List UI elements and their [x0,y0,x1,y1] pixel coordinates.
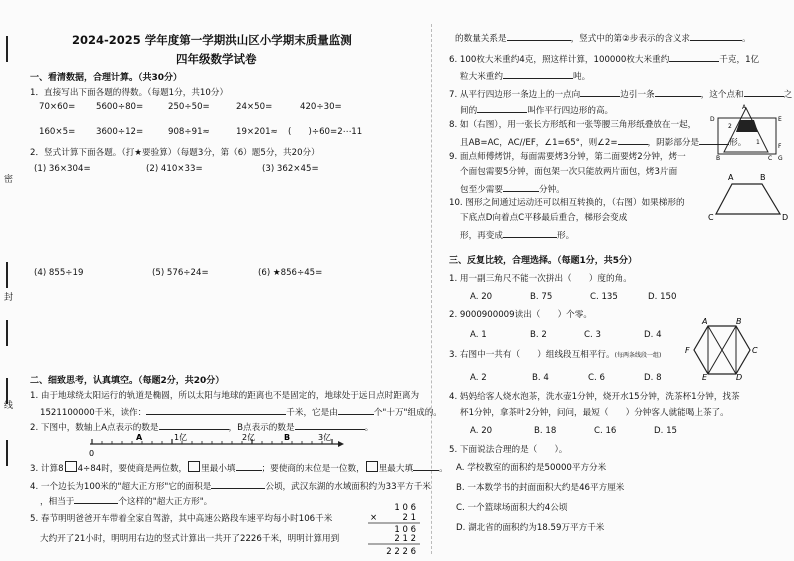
option[interactable]: C. 一个篮球场面积大约4公顷 [456,503,568,513]
calc-item: 420÷30= [300,102,342,112]
text: 6. 100枚大米重约4克，照这样计算，100000枚大米重约 [449,55,670,65]
label-c: C [752,346,758,355]
ticks [92,439,332,444]
vertical-multiplication-figure [364,500,426,560]
text: ；要使商的末位是一位数， [261,464,365,474]
fill-q8-line2 [460,135,746,149]
exam-title: 2024-2025 学年度第一学期洪山区小学期末质量监测 [72,33,352,47]
calc-item: 250÷50= [168,102,210,112]
calc-item: 3600÷12= [96,127,144,137]
tick-label-2yi: 2亿 [242,433,256,442]
answer-blank[interactable] [690,31,742,41]
option[interactable]: A. 2 [470,373,487,383]
text: 里最大填 [378,464,414,474]
label-b: B [736,318,742,326]
fill-q9-line1: 9. 面点师傅烤饼，每面需要烤3分钟，第二面要烤2分钟，烤一 [449,152,686,162]
text: 4÷84时，要使商是两位数， [77,464,188,474]
label-g: G [778,155,783,162]
q1-instruction: 1．直接写出下面各题的得数。（每题1分，共10分） [30,88,229,98]
text: 的数量关系是 [455,34,507,44]
label-d: D [736,373,743,380]
label-a: A [702,318,708,326]
answer-blank[interactable] [503,228,557,238]
exam-subtitle: 四年级数学试卷 [176,52,257,66]
vm-partial-1: 1 0 6 [394,525,416,535]
text: 7. 从平行四边形一条边上的一点向 [449,90,581,100]
text: 个"十万"组成的。 [373,408,442,418]
text: 3. 计算8 [30,464,64,474]
calc-item: 5600÷80= [96,102,144,112]
answer-blank[interactable] [413,461,439,471]
choice-q2: 2. 9000900009读出（ ）个零。 [449,310,592,320]
margin-char-xian: 线 [4,401,14,411]
text: 边引一条 [620,90,655,100]
label-f: F [685,346,690,355]
vm-product: 2 2 2 6 [386,547,416,557]
text: 之 [783,90,793,100]
section-1-heading: 一、看清数据，合理计算。（共30分） [30,73,183,83]
label-f: F [778,143,782,150]
text: 公顷，武汉东湖的水域面积约为33平方千米 [265,482,431,492]
fill-q3 [30,461,448,475]
fill-q4-line2 [40,494,212,508]
answer-blank[interactable] [295,420,365,430]
fill-q1-line2 [40,405,442,419]
vm-multiplicand: 1 0 6 [394,503,416,513]
text: 里最小填 [201,464,236,474]
option[interactable]: D. 150 [648,292,677,302]
option[interactable]: D. 8 [644,373,662,383]
text: 且AB=AC，AC//EF，∠1=65°，则∠2= [460,138,618,148]
option[interactable]: C. 6 [588,373,605,383]
choice-q3 [449,350,661,361]
angle-2-label: 2 [728,123,732,130]
calc-item: 70×60= [39,102,76,112]
option[interactable]: C. 3 [584,330,601,340]
text: 。 [742,34,751,44]
vm-times-sign: × [370,513,378,523]
answer-blank[interactable] [507,31,571,41]
answer-blank[interactable] [211,479,265,489]
option[interactable]: D. 15 [654,426,678,436]
label-d: D [782,213,789,222]
text: 分钟。 [538,185,565,195]
label-e: E [702,373,708,380]
fill-q4-line1 [30,479,431,493]
text: ，竖式中的第②步表示的含义求 [570,34,691,44]
answer-blank[interactable] [338,405,374,415]
vertical-calc-item: (3) 362×45= [262,164,319,174]
text: 包至少需要 [460,185,503,195]
folded-triangle-figure [706,104,788,162]
binding-margin [0,0,22,561]
answer-blank[interactable] [669,52,719,62]
fill-q1-line1: 1. 由于地球绕太阳运行的轨道是椭圆，所以太阳与地球的距离也不是固定的，地球处于远日点时距离为 [30,391,420,401]
vertical-calc-item: (5) 576÷24= [152,268,209,278]
label-c: C [768,155,773,162]
option[interactable]: A. 学校教室的面积约是50000平方分米 [456,463,607,473]
calc-item: 19×201≈ [236,127,278,137]
answer-blank[interactable] [236,461,262,471]
axis-arrow [338,441,344,447]
answer-blank[interactable] [618,135,648,145]
answer-blank[interactable] [146,405,286,415]
fill-q10-line1: 10. 图形之间通过运动还可以相互转换的，（右图）如果梯形的 [449,198,685,208]
tick-label-0: 0 [89,449,95,458]
label-a: A [742,104,747,111]
option[interactable]: A. 1 [470,330,487,340]
angle-1-label: 1 [756,139,760,146]
digit-box [188,461,200,472]
choice-q4-line2: 杯1分钟，拿茶叶2分钟，问问，最短（ ）分钟客人就能喝上茶了。 [460,408,729,418]
choice-q4-line1: 4. 妈妈给客人烧水泡茶，洗水壶1分钟，烧开水15分钟，洗茶杯1分钟，找茶 [449,392,740,402]
answer-blank[interactable] [74,494,118,504]
tick-label-1yi: 1亿 [174,433,188,442]
tick-label-3yi: 3亿 [318,433,332,442]
text: 1521100000千米，读作： [40,408,147,418]
section-3-heading: 三、反复比较，合理选择。（每题1分，共5分） [449,256,638,266]
option[interactable]: B. 一本数学书的封面面积大约是46平方厘米 [456,483,625,493]
fill-q6-line1 [449,52,759,66]
section-2-heading: 二、细致思考，认真填空。（每题2分，共20分） [30,376,225,386]
margin-bar [6,320,8,346]
text: 叫作平行四边形的高。 [527,106,614,116]
answer-blank[interactable] [655,87,701,97]
text: 千米，它是由 [286,408,338,418]
number-line-figure [86,432,348,458]
choice-q1: 1. 用一副三角尺不能一次拼出（ ）度的角。 [449,274,632,284]
option[interactable]: B. 18 [534,426,557,436]
choice-q5: 5. 下面说法合理的是（ ）。 [449,445,568,455]
trapezoid-figure [702,170,792,222]
text: 吨。 [572,72,591,82]
text: 千克，1亿 [719,55,760,65]
option[interactable]: B. 2 [530,330,547,340]
margin-char-feng: 封 [4,293,14,303]
text: ，阴影部分是 [647,138,700,148]
margin-char-mi: 密 [4,175,14,185]
hexagon-figure [684,318,764,380]
fill-q7-line1 [449,87,792,101]
vertical-calc-item: (4) 855÷19 [34,268,84,278]
text: ，这个点和 [700,90,744,100]
text: 粒大米重约 [460,72,503,82]
point-a-label: A [136,433,143,442]
text: 个这样的"超大正方形"。 [118,497,213,507]
margin-bar [6,36,8,62]
vm-multiplier: 2 1 [402,513,416,523]
text: 形。 [729,138,747,148]
text: 形。 [556,231,575,241]
digit-box [65,461,77,472]
option[interactable]: C. 135 [590,292,618,302]
margin-bar [6,262,8,288]
text: 。 [439,464,448,474]
q2-instruction: 2．竖式计算下面各题。（打★要验算）（每题3分，第（6）题5分，共20分） [30,148,320,158]
label-b: B [760,173,766,182]
vm-partial-2: 2 1 2 [394,534,416,544]
label-d: D [710,116,715,123]
answer-blank[interactable] [580,87,620,97]
option[interactable]: D. 湖北省的面积约为18.59万平方千米 [456,523,605,533]
calc-item: ( )÷60=2⋯11 [288,127,363,137]
label-b: B [716,155,721,162]
vertical-calc-item: (6) ★856÷45= [258,268,323,278]
calc-item: 24×50= [236,102,273,112]
fill-q8-line1: 8. 如（右图），用一张长方形纸和一张等腰三角形纸叠放在一起， [449,120,697,130]
answer-blank[interactable] [744,87,784,97]
text: ，相当于 [40,497,75,507]
answer-blank[interactable] [503,182,539,192]
fill-q10-line2: 下底点D向着点C平移最后重合，梯形会变成 [460,213,628,223]
answer-blank[interactable] [503,69,573,79]
fill-q6-line2 [460,69,590,83]
text: 4. 一个边长为100米的"超大正方形"它的面积是 [30,482,212,492]
text: ，B点表示的数是 [228,423,295,433]
text: 3. 右图中一共有（ ）组线段互相平行。 [449,350,615,360]
label-e: E [778,116,782,123]
vertical-calc-item: (1) 36×304= [34,164,91,174]
option[interactable]: B. 75 [530,292,553,302]
trapezoid-shape [716,184,780,214]
note: (每两条线段一组) [614,352,662,359]
fill-q5-line1: 5. 春节明明爸爸开车带着全家自驾游，其中高速公路段车速平均每小时106千米 [30,514,333,524]
margin-bar [6,440,8,466]
digit-box [366,461,378,472]
fill-q9-line2: 个面包需要5分钟，面包架一次只能放两片面包，烤3片面 [460,167,678,177]
fill-q9-line3 [460,182,565,196]
fill-q10-line3 [460,228,574,242]
calc-item: 160×5= [39,127,76,137]
point-b-label: B [284,433,291,442]
vertical-calc-item: (2) 410×33= [146,164,203,174]
calc-item: 908÷91≈ [168,127,210,137]
label-c: C [708,213,714,222]
answer-blank[interactable] [159,420,229,430]
option[interactable]: A. 20 [470,426,493,436]
text: 间的 [460,106,478,116]
option[interactable]: A. 20 [470,292,493,302]
text: 。 [364,423,374,433]
text: 2. 下图中，数轴上A点表示的数是 [30,423,159,433]
fill-q5-cont [455,31,751,45]
option[interactable]: B. 4 [532,373,549,383]
text: 形，再变成 [460,231,503,241]
option[interactable]: C. 16 [594,426,617,436]
label-a: A [728,173,734,182]
answer-blank[interactable] [477,103,527,113]
option[interactable]: D. 4 [644,330,662,340]
fill-q7-line2 [460,103,613,117]
fill-q5-line2: 大约开了21小时，明明用右边的竖式计算出一共开了2226千米，明明计算用到 [40,534,340,544]
